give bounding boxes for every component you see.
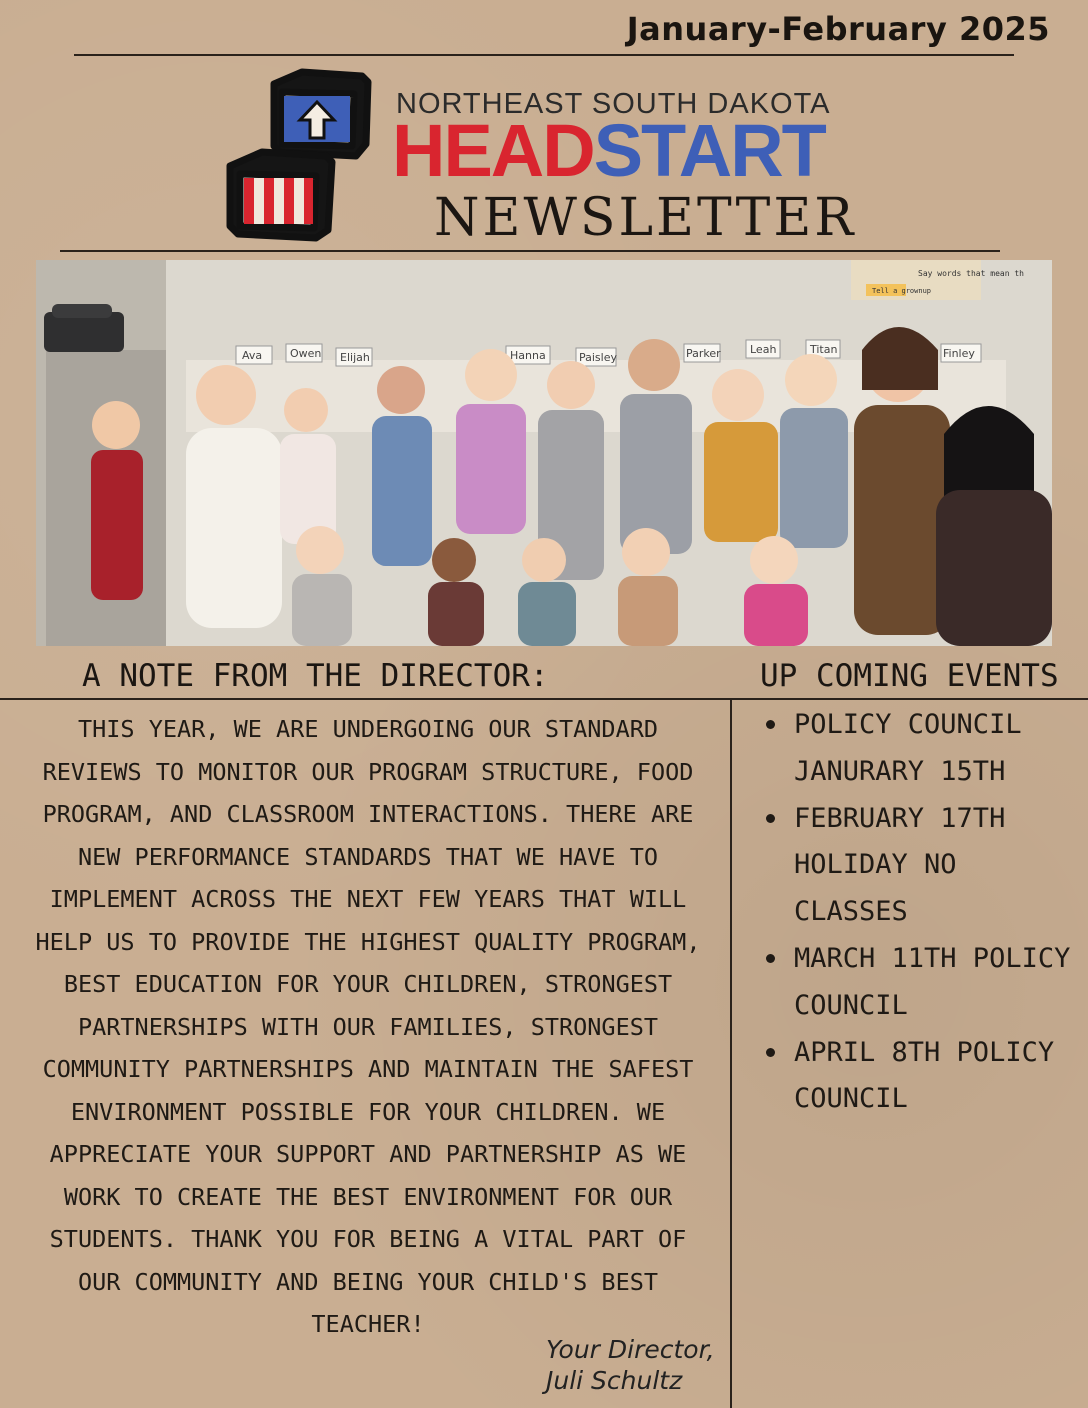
name-card bbox=[286, 344, 322, 362]
newsletter-title: NEWSLETTER bbox=[434, 188, 857, 248]
name-card bbox=[336, 348, 372, 366]
director-note-heading: A NOTE FROM THE DIRECTOR: bbox=[82, 658, 549, 694]
signature-name: Juli Schultz bbox=[546, 1366, 683, 1395]
poster-caption-1: Say words that mean th bbox=[918, 269, 1024, 278]
event-item: FEBRUARY 17TH HOLIDAY NO CLASSES bbox=[760, 796, 1080, 936]
events-list bbox=[760, 702, 1080, 1123]
svg-text:Leah: Leah bbox=[750, 343, 777, 356]
poster-caption-2: Tell a grownup bbox=[872, 287, 932, 295]
event-item: MARCH 11TH POLICY COUNCIL bbox=[760, 936, 1080, 1030]
name-card bbox=[236, 346, 272, 364]
section-rule bbox=[0, 698, 1088, 700]
events-heading: UP COMING EVENTS bbox=[760, 658, 1059, 694]
name-card bbox=[941, 344, 981, 362]
class-photo-illustration bbox=[36, 260, 1052, 646]
headstart-wordmark bbox=[392, 109, 825, 192]
svg-text:Parker: Parker bbox=[686, 347, 721, 360]
column-divider bbox=[730, 700, 732, 1408]
blocks-icon bbox=[222, 66, 372, 242]
org-name: NORTHEAST SOUTH DAKOTA bbox=[396, 88, 831, 120]
svg-text:Owen: Owen bbox=[290, 347, 322, 360]
brand-head: HEAD bbox=[392, 109, 594, 192]
title-rule bbox=[60, 250, 1000, 252]
name-card bbox=[576, 348, 617, 366]
name-card bbox=[746, 340, 780, 358]
director-note-body: THIS YEAR, WE ARE UNDERGOING OUR STANDARD REVIEWS TO MONITOR OUR PROGRAM STRUCTURE, FOOD PROGRAM, AND CLASSROOM INTERACTIONS. THERE ARE NEW PERFORMANCE STANDARDS THAT WE HAVE TO IMPLEMENT ACROSS THE NEXT FEW YEARS THAT WILL HELP US TO PROVIDE THE HIGHEST QUALITY PROGRAM, BEST EDUCATION FOR YOUR CHILDREN, STRONGEST PARTNERSHIPS WITH OUR FAMILIES, STRONGEST COMMUNITY PARTNERSHIPS AND MAINTAIN THE SAFEST ENVIRONMENT POSSIBLE FOR YOUR CHILDREN. WE APPRECIATE YOUR SUPPORT AND PARTNERSHIP AS WE WORK TO CREATE THE BEST ENVIRONMENT FOR OUR STUDENTS. THANK YOU FOR BEING A VITAL PART OF OUR COMMUNITY AND BEING YOUR CHILD'S BEST TEACHER! bbox=[35, 715, 701, 1338]
svg-text:Finley: Finley bbox=[943, 347, 975, 360]
svg-text:Ava: Ava bbox=[242, 349, 263, 362]
class-photo bbox=[36, 260, 1052, 646]
top-rule bbox=[74, 54, 1014, 56]
headstart-blocks-logo bbox=[222, 66, 372, 242]
newsletter-date: January-February 2025 bbox=[626, 10, 1050, 48]
svg-text:Elijah: Elijah bbox=[340, 351, 370, 364]
brand-start: START bbox=[593, 109, 825, 192]
director-signature bbox=[546, 1334, 715, 1396]
event-item: APRIL 8TH POLICY COUNCIL bbox=[760, 1030, 1080, 1124]
name-card bbox=[684, 344, 721, 362]
svg-text:Titan: Titan bbox=[810, 343, 838, 356]
signoff-line: Your Director, bbox=[546, 1335, 715, 1364]
svg-text:Hanna: Hanna bbox=[510, 349, 546, 362]
svg-text:Paisley: Paisley bbox=[579, 351, 618, 364]
event-item: POLICY COUNCIL JANURARY 15TH bbox=[760, 702, 1080, 796]
